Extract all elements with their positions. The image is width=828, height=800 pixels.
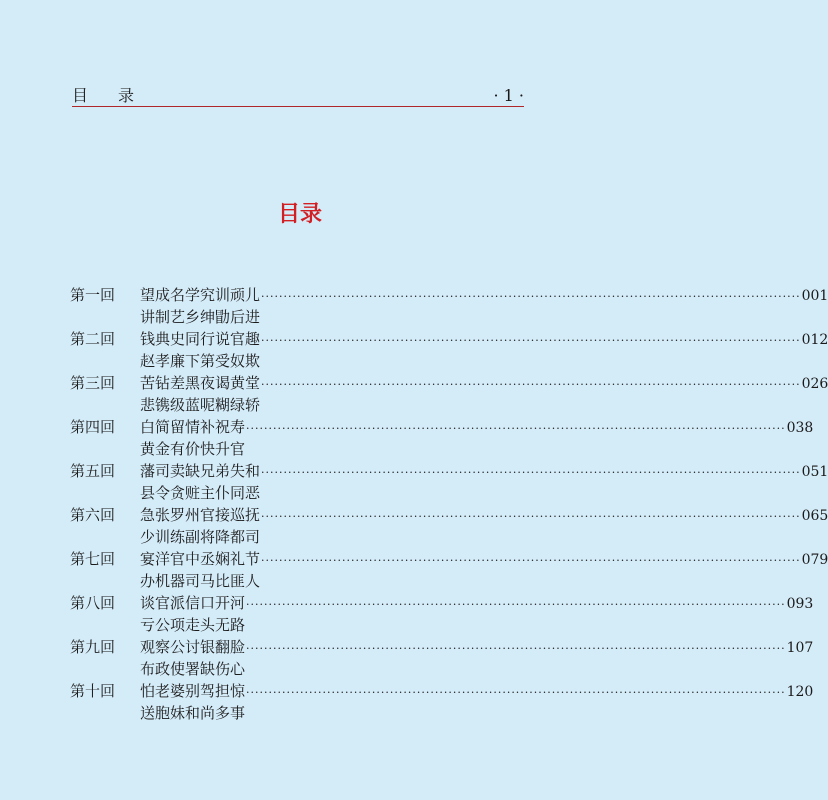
toc-line [140, 416, 814, 438]
chapter-number: 第七回 [70, 550, 116, 568]
page-ref: 079 [801, 552, 828, 568]
toc-line [140, 504, 828, 526]
toc-entry[interactable] [70, 592, 814, 636]
chapter-title-line1: 藩司卖缺兄弟失和 [140, 462, 261, 480]
toc-entry[interactable] [70, 460, 828, 504]
page-ref: 051 [801, 464, 828, 480]
page-ref: 065 [801, 508, 828, 524]
chapter-title-line2: 送胞妹和尚多事 [140, 704, 246, 722]
dot-leader: ························································································································ [261, 510, 801, 523]
toc-line [140, 372, 828, 394]
chapter-title-line1: 谈官派信口开河 [140, 594, 246, 612]
toc-entry[interactable] [70, 504, 828, 548]
toc-entry[interactable] [70, 284, 828, 328]
chapter-title-line2: 赵孝廉下第受奴欺 [140, 352, 261, 370]
page-ref: 001 [801, 288, 828, 304]
toc-line [140, 328, 828, 350]
toc-entry[interactable] [70, 548, 828, 592]
toc-line [140, 680, 814, 702]
chapter-number: 第四回 [70, 418, 116, 436]
chapter-title-line2: 黄金有价快升官 [140, 440, 246, 458]
chapter-title-line1: 急张罗州官接巡抚 [140, 506, 261, 524]
chapter-title-line1: 钱典史同行说官趣 [140, 330, 261, 348]
toc-entry[interactable] [70, 416, 814, 460]
dot-leader: ························································································································ [261, 290, 801, 303]
dot-leader: ························································································································ [246, 422, 786, 435]
toc-line [140, 284, 828, 306]
chapter-number: 第一回 [70, 286, 116, 304]
dot-leader: ························································································································ [246, 598, 786, 611]
page-number: · 1 · [493, 86, 524, 105]
page-ref: 038 [786, 420, 814, 436]
chapter-title-line1: 苦钻差黑夜谒黄堂 [140, 374, 261, 392]
toc-line [140, 548, 828, 570]
toc-entry[interactable] [70, 680, 814, 724]
chapter-number: 第三回 [70, 374, 116, 392]
chapter-number: 第八回 [70, 594, 116, 612]
dot-leader: ························································································································ [261, 466, 801, 479]
chapter-title-line1: 怕老婆别驾担惊 [140, 682, 246, 700]
chapter-title-line1: 宴洋官中丞娴礼节 [140, 550, 261, 568]
dot-leader: ························································································································ [261, 554, 801, 567]
chapter-title-line2: 讲制艺乡绅勖后进 [140, 308, 261, 326]
page-ref: 026 [801, 376, 828, 392]
toc-line [140, 636, 814, 658]
chapter-title-line2: 县令贪赃主仆同恶 [140, 484, 261, 502]
chapter-number: 第二回 [70, 330, 116, 348]
dot-leader: ························································································································ [246, 686, 786, 699]
toc-list [70, 284, 828, 724]
chapter-title-line2: 少训练副将降都司 [140, 528, 261, 546]
dot-leader: ························································································································ [246, 642, 786, 655]
chapter-number: 第十回 [70, 682, 116, 700]
page-ref: 120 [786, 684, 814, 700]
chapter-title-line2: 办机器司马比匪人 [140, 572, 261, 590]
chapter-title-line1: 观察公讨银翻脸 [140, 638, 246, 656]
toc-entry[interactable] [70, 372, 828, 416]
toc-entry[interactable] [70, 328, 828, 372]
chapter-number: 第五回 [70, 462, 116, 480]
toc-line [140, 460, 828, 482]
toc-entry[interactable] [70, 636, 814, 680]
dot-leader: ························································································································ [261, 334, 801, 347]
chapter-title-line2: 布政使署缺伤心 [140, 660, 246, 678]
chapter-number: 第九回 [70, 638, 116, 656]
chapter-number: 第六回 [70, 506, 116, 524]
toc-line [140, 592, 814, 614]
chapter-title-line2: 亏公项走头无路 [140, 616, 246, 634]
header-title: 目录 [72, 86, 165, 105]
chapter-title-line2: 悲镌级蓝呢糊绿轿 [140, 396, 261, 414]
page-ref: 012 [801, 332, 828, 348]
chapter-title-line1: 白简留情补祝寿 [140, 418, 246, 436]
toc-title: 目录 [277, 202, 322, 227]
page-ref: 093 [786, 596, 814, 612]
chapter-title-line1: 望成名学究训顽儿 [140, 286, 261, 304]
running-header [72, 86, 524, 107]
page-ref: 107 [786, 640, 814, 656]
dot-leader: ························································································································ [261, 378, 801, 391]
